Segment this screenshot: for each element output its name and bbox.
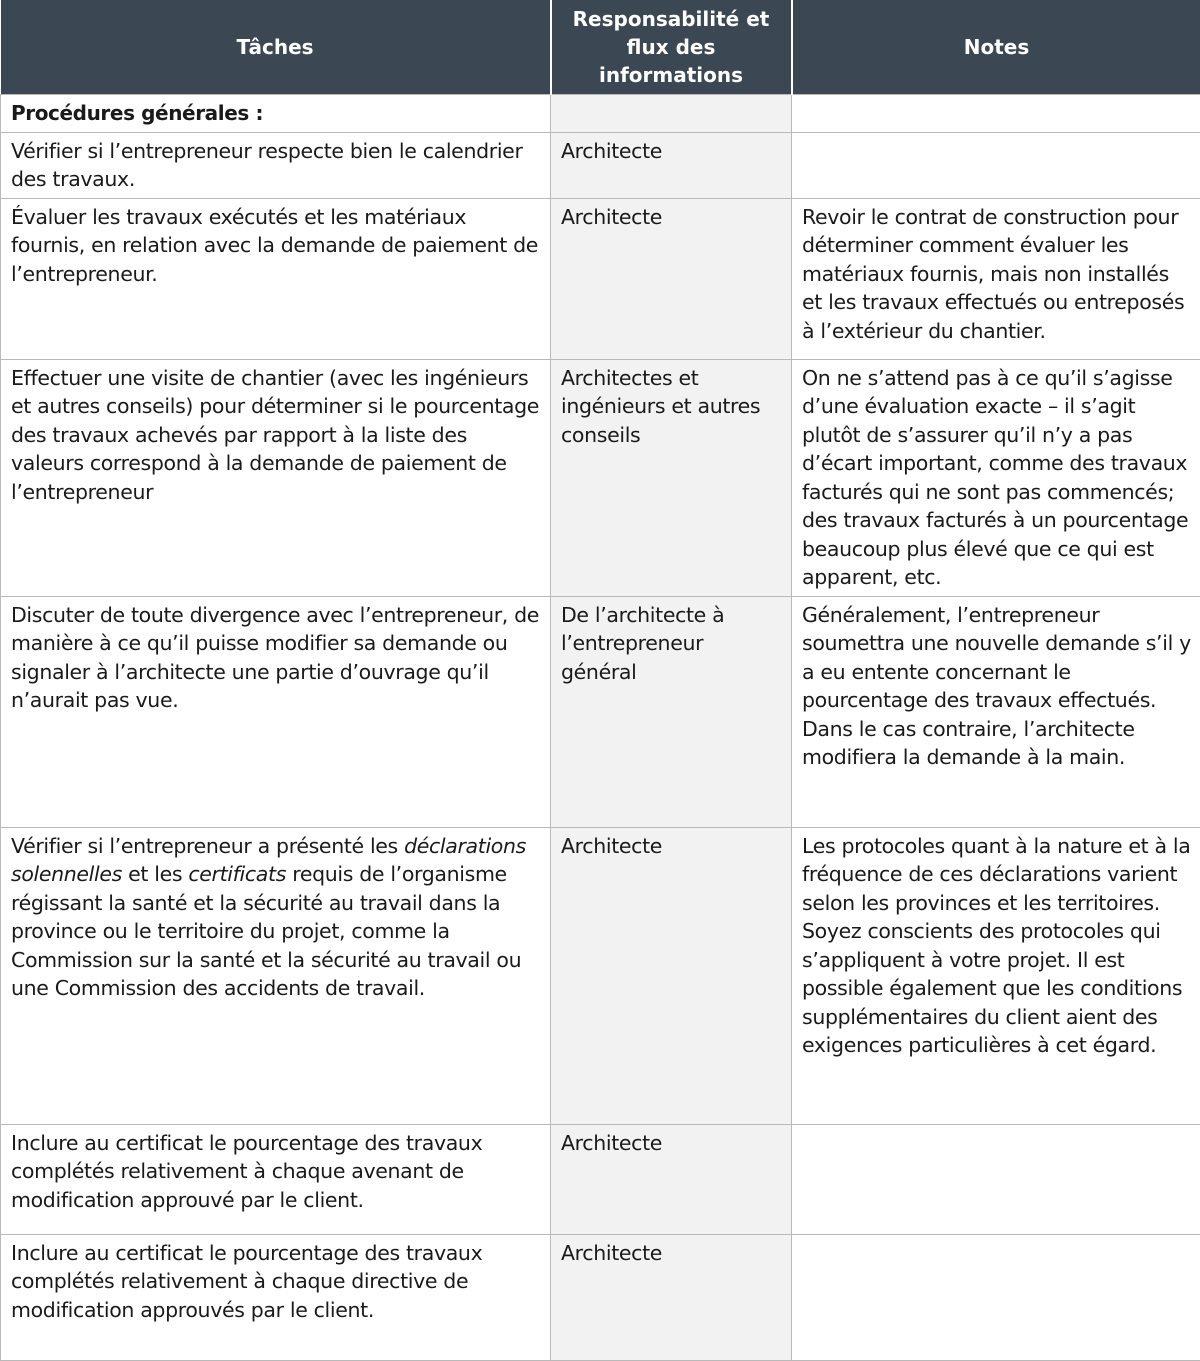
- header-responsibility: Responsabilité et flux des informations: [551, 0, 792, 94]
- header-tasks: Tâches: [1, 0, 551, 94]
- responsibility-cell: Architecte: [551, 827, 792, 1124]
- table-header: [1, 0, 1200, 94]
- task-emphasis-declarations: déclarations solennelles: [11, 834, 526, 887]
- task-cell: Évaluer les travaux exécutés et les matériaux fournis, en relation avec la demande de paiement de l’entrepreneur.: [1, 198, 551, 359]
- task-cell: Discuter de toute divergence avec l’entrepreneur, de manière à ce qu’il puisse modifier sa demande ou signaler à l’architecte une partie d’ouvrage qu’il n’aurait pas vue.: [1, 596, 551, 827]
- notes-cell: [792, 1124, 1200, 1234]
- task-cell: Effectuer une visite de chantier (avec les ingénieurs et autres conseils) pour déterminer si le pourcentage des travaux achevés par rapport à la liste des valeurs correspond à la demande de paiement de l’entrepreneur: [1, 359, 551, 596]
- task-cell: [1, 827, 551, 1124]
- section-title: Procédures générales :: [1, 94, 551, 132]
- responsibility-cell: De l’architecte à l’entrepreneur général: [551, 596, 792, 827]
- task-cell: Inclure au certificat le pourcentage des travaux complétés relativement à chaque avenant de modification approuvé par le client.: [1, 1124, 551, 1234]
- header-notes: Notes: [792, 0, 1200, 94]
- task-text-part: requis de l’organisme régissant la santé et la sécurité au travail dans la province ou le territoire du projet, comme la Commission sur la santé et la sécurité au travail ou une Commission des accidents de travail.: [11, 862, 521, 1000]
- table-row: [1, 1234, 1200, 1360]
- section-responsibility: [551, 94, 792, 132]
- task-emphasis-certificats: certificats: [188, 862, 286, 886]
- table-row: [1, 198, 1200, 359]
- table-row: [1, 1124, 1200, 1234]
- table-row: [1, 132, 1200, 198]
- notes-cell: [792, 1234, 1200, 1360]
- table-body: [1, 94, 1200, 1360]
- table-row: [1, 827, 1200, 1124]
- responsibility-cell: Architecte: [551, 198, 792, 359]
- notes-cell: Revoir le contrat de construction pour déterminer comment évaluer les matériaux fournis, mais non installés et les travaux effectués ou entreposés à l’extérieur du chantier.: [792, 198, 1200, 359]
- responsibility-cell: Architecte: [551, 1124, 792, 1234]
- section-row: [1, 94, 1200, 132]
- notes-cell: Généralement, l’entrepreneur soumettra une nouvelle demande s’il y a eu entente concernant le pourcentage des travaux effectués. Dans le cas contraire, l’architecte modifiera la demande à la main.: [792, 596, 1200, 827]
- task-cell: Inclure au certificat le pourcentage des travaux complétés relativement à chaque directive de modification approuvés par le client.: [1, 1234, 551, 1360]
- section-notes: [792, 94, 1200, 132]
- task-text-part: et les: [122, 862, 188, 886]
- task-cell: Vérifier si l’entrepreneur respecte bien le calendrier des travaux.: [1, 132, 551, 198]
- notes-cell: [792, 132, 1200, 198]
- task-text-part: Vérifier si l’entrepreneur a présenté les: [11, 834, 404, 858]
- responsibility-cell: Architectes et ingénieurs et autres conseils: [551, 359, 792, 596]
- header-row: [1, 0, 1200, 94]
- notes-cell: Les protocoles quant à la nature et à la fréquence de ces déclarations varient selon les provinces et les territoires. Soyez conscients des protocoles qui s’appliquent à votre projet. Il est possible également que les conditions supplémentaires du client aient des exigences particulières à cet égard.: [792, 827, 1200, 1124]
- responsibility-cell: Architecte: [551, 132, 792, 198]
- table-row: [1, 359, 1200, 596]
- responsibility-cell: Architecte: [551, 1234, 792, 1360]
- notes-cell: On ne s’attend pas à ce qu’il s’agisse d’une évaluation exacte – il s’agit plutôt de s’assurer qu’il n’y a pas d’écart important, comme des travaux facturés qui ne sont pas commencés; des travaux facturés à un pourcentage beaucoup plus élevé que ce qui est apparent, etc.: [792, 359, 1200, 596]
- table-row: [1, 596, 1200, 827]
